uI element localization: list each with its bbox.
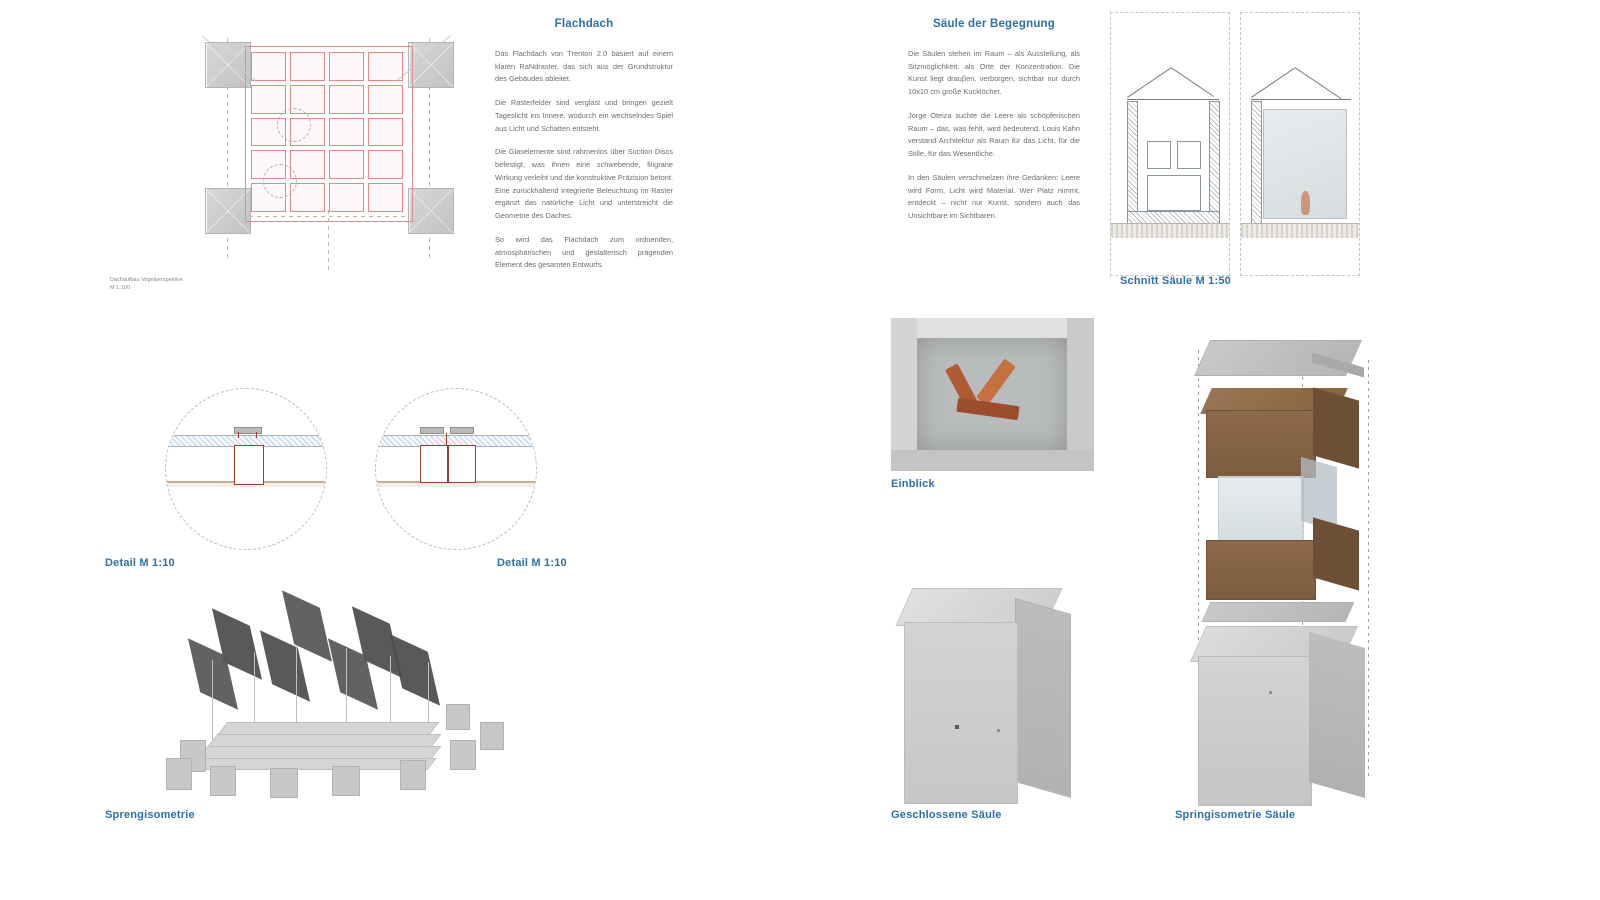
corten-band-upper [1206, 410, 1316, 478]
detail-drawing-left [165, 388, 327, 550]
roof-grid-cell [368, 85, 403, 114]
corten-band-upper-side [1313, 387, 1359, 468]
roof-grid-cell [251, 52, 286, 81]
detail-right-caption: Detail M 1:10 [497, 557, 567, 569]
glass-band [1218, 476, 1304, 542]
wall-hatch [1209, 101, 1220, 225]
detail-marker-circle [277, 108, 311, 142]
flachdach-body [495, 48, 673, 272]
saeule-body [908, 48, 1080, 223]
section-panel-left [1110, 12, 1230, 276]
flachdach-paragraph: Die Rasterfelder sind verglast und bringen gezielt Tageslicht ins Innere, wodurch ein wechselndes Spiel aus Licht und Schatten entsteht. [495, 98, 673, 133]
flachdach-text-column [495, 18, 673, 283]
roof-slope-line [1251, 68, 1295, 98]
closed-column-caption: Geschlossene Säule [891, 809, 1002, 821]
roof-grid-cell [329, 52, 364, 81]
saeule-paragraph: Die Säulen stehen im Raum – als Ausstellung, als Sitzmöglichkeit, als Orte der Konzentration. Die Kunst liegt drauβen, verborgen, sichtbar nur durch 10x10 cm große Kucklöcher. [908, 49, 1080, 97]
roof-grid-cell [251, 85, 286, 114]
flachdach-paragraph: Das Flachdach von Trenton 2.0 basiert auf einem klaren RaNdraster, das sich aus der Grundstruktur des Gebäudes ableitet. [495, 49, 673, 84]
service-block [210, 766, 236, 796]
glass-element-section [420, 445, 448, 483]
roof-slope-line [1294, 67, 1341, 99]
flachdach-title: Flachdach [554, 18, 614, 30]
interior-element [1147, 175, 1201, 211]
closed-column-render [900, 588, 1086, 804]
service-block [332, 766, 360, 796]
render-wall-left [891, 318, 917, 471]
intermediate-plate [1202, 602, 1355, 622]
einblick-caption: Einblick [891, 478, 935, 490]
sculpture-element [956, 398, 1019, 420]
interior-element [1177, 141, 1201, 169]
base-side-face [1309, 632, 1365, 798]
roof-grid-cell [368, 118, 403, 147]
roof-corner-block [408, 188, 454, 234]
roof-slope-line [1170, 67, 1214, 97]
isometry-caption: Sprengisometrie [105, 809, 195, 821]
roof-tie-line [1127, 99, 1219, 100]
glass-element-section [234, 445, 264, 485]
glass-element-section [448, 445, 476, 483]
saeule-paragraph: In den Säulen verschmelzen ihre Gedanken: Leere wird Form, Licht wird Material. Wer Platz nimmt, entdeckt – nicht nur Kunst, sondern auch das Unsichtbare im Sichtbaren. [908, 172, 1080, 221]
detail-drawing-right [375, 388, 537, 550]
service-block [270, 768, 298, 798]
roof-grid-cell [329, 118, 364, 147]
section-panel-right [1240, 12, 1360, 276]
saeule-paragraph: Jorge Oteiza suchte die Leere als schöpferischen Raum – das, was fehlt, wird bedeutend. Louis Kahn verstand Architektur als Raum für das Licht, für die Stille, für das Wesentliche. [908, 110, 1080, 159]
wall-hatch [1127, 101, 1138, 225]
service-block [450, 740, 476, 770]
sculpture-element [976, 358, 1016, 405]
corten-band-lower [1206, 540, 1316, 600]
flachdach-paragraph: So wird das Flachdach zum ordnenden, atmosphärischen und gestalterisch prägenden Element des gesamten Entwurfs. [495, 234, 673, 270]
saeule-title: Säule der Begegnung [932, 18, 1055, 30]
saeule-text-column [908, 18, 1080, 234]
service-block [446, 704, 470, 730]
column-side-face [1015, 598, 1071, 798]
service-block [166, 758, 192, 790]
section-caption: Schnitt Säule M 1:50 [1120, 275, 1231, 287]
roof-grid-cell [329, 85, 364, 114]
roof-tie-line [1251, 99, 1351, 100]
ground-hatch [1111, 223, 1229, 238]
roof-grid-cell [329, 183, 364, 212]
interior-element [1147, 141, 1171, 169]
fixing-pin [256, 432, 257, 438]
einblick-render [891, 318, 1094, 471]
exploded-column-drawing [1180, 330, 1420, 808]
column-front-face [904, 622, 1018, 804]
fixing-pin [446, 433, 447, 445]
ground-hatch [1241, 223, 1359, 238]
guide-line [1368, 360, 1369, 780]
peep-hole [997, 729, 1000, 732]
exploded-column-caption: Springisometrie Säule [1175, 809, 1296, 821]
human-figure [1301, 191, 1310, 215]
flachdach-paragraph: Die Glaselemente sind rahmenlos über Suction Discs befestigt, was ihnen eine schwebende, filigrane Wirkung verleiht und die konstruktive Präzision betont. Eine zurückhaltend integrierte Beleuchtung im Raster ergänzt das natürliche Licht und unterstreicht die Geometrie des Daches. [495, 147, 673, 221]
exploded-isometry-drawing [150, 600, 550, 810]
detail-left-caption: Detail M 1:10 [105, 557, 175, 569]
roof-grid-cell [368, 183, 403, 212]
roof-plan-drawing [205, 30, 475, 270]
roof-grid-cell [368, 52, 403, 81]
wall-hatch [1251, 101, 1262, 225]
corten-band-lower-side [1313, 517, 1359, 590]
suction-disc [450, 427, 474, 434]
service-block [400, 760, 426, 790]
peep-hole [1269, 691, 1272, 694]
render-interior-box [917, 338, 1067, 450]
suction-disc [420, 427, 444, 434]
render-wall-right [1067, 318, 1094, 471]
roof-grid-cell [368, 150, 403, 179]
detail-marker-circle [263, 164, 297, 198]
base-front-face [1198, 656, 1312, 806]
roof-plan-note: Dachaufbau Vogelperspektive M 1:100 [110, 277, 184, 292]
service-block [480, 722, 504, 750]
fixing-pin [238, 432, 239, 438]
section-drawing [1110, 12, 1372, 274]
peep-hole [955, 725, 959, 729]
roof-grid-cell [329, 150, 364, 179]
roof-slope-line [1127, 68, 1171, 98]
roof-grid-cell [290, 52, 325, 81]
render-ceiling [891, 318, 1094, 338]
render-floor [891, 450, 1094, 471]
column-lid-top [1194, 340, 1362, 376]
